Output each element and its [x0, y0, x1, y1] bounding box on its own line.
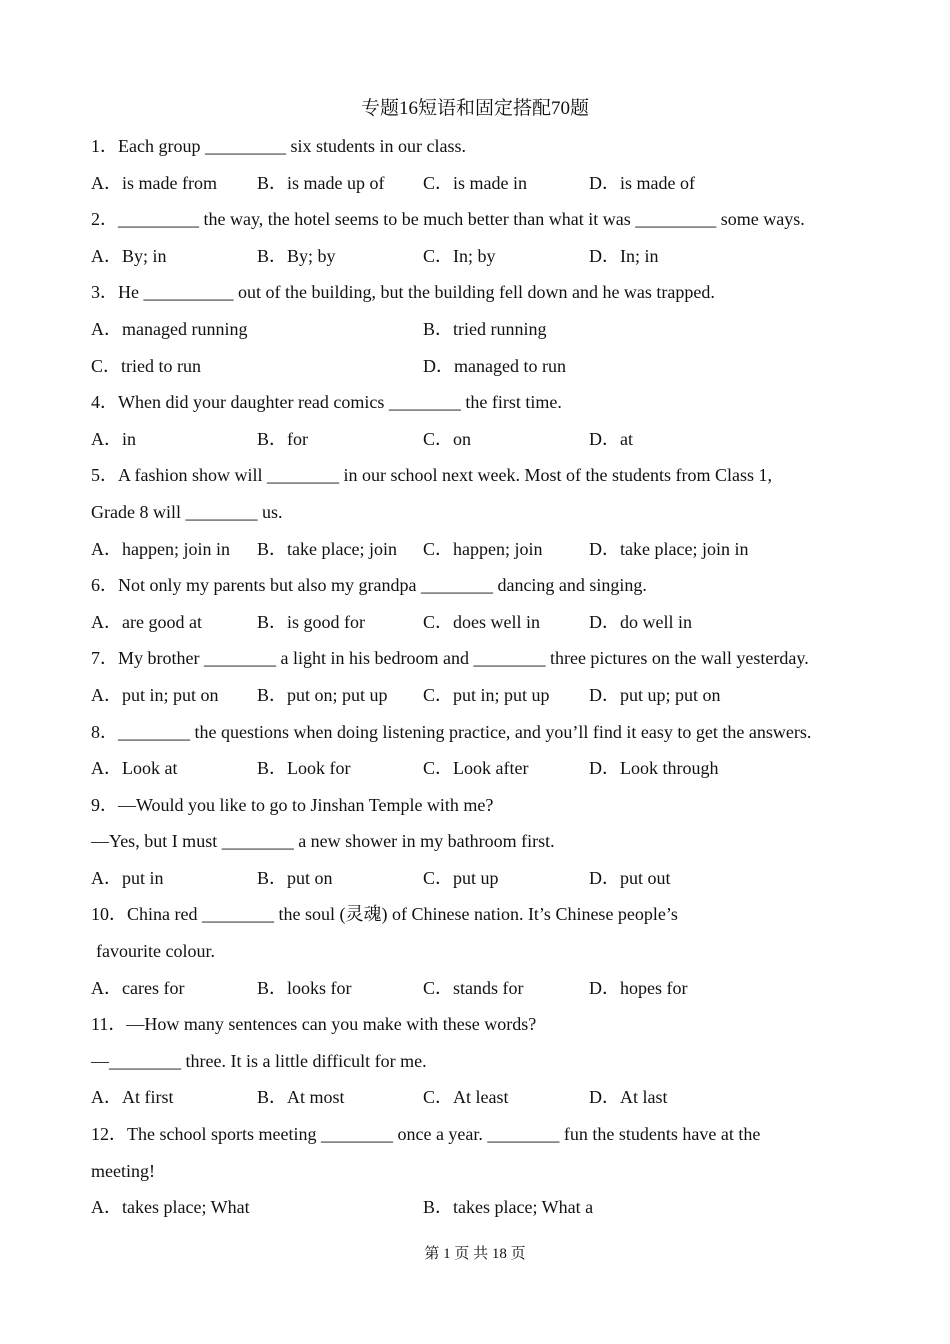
option-a: A．is made from — [91, 172, 217, 193]
question-list — [91, 128, 881, 1226]
option-b: B．By; by — [257, 245, 336, 266]
question-3-stem: 3．He __________ out of the building, but the building fell down and he was trapped. — [91, 282, 715, 303]
option-d: D．is made of — [589, 172, 695, 193]
option-d: D．take place; join in — [589, 538, 749, 559]
option-b: B．Look for — [257, 758, 351, 779]
question-10-options — [91, 970, 881, 1007]
option-b: B．take place; join — [257, 538, 397, 559]
option-d: D．At last — [589, 1087, 668, 1108]
option-b: B．looks for — [257, 977, 352, 998]
question-12-options-row-1 — [91, 1189, 881, 1226]
question-3-options-row-1 — [91, 311, 881, 348]
question-11-options — [91, 1079, 881, 1116]
option-c: C．stands for — [423, 977, 524, 998]
option-c: C．on — [423, 428, 472, 449]
option-b: B．is good for — [257, 611, 365, 632]
option-a: A．takes place; What — [91, 1197, 250, 1218]
option-b: B．takes place; What a — [423, 1197, 594, 1218]
question-8-options — [91, 750, 881, 787]
option-b: B．tried running — [423, 318, 547, 339]
option-d: D．managed to run — [423, 355, 566, 376]
question-4-stem: 4．When did your daughter read comics ________ the first time. — [91, 392, 562, 413]
option-a: A．put in — [91, 867, 164, 888]
option-c: C．does well in — [423, 611, 540, 632]
question-5-stem-continued: Grade 8 will ________ us. — [91, 501, 283, 522]
question-5-stem: 5．A fashion show will ________ in our school next week. Most of the students from Class 1, — [91, 465, 772, 486]
option-c: C．At least — [423, 1087, 509, 1108]
option-c: C．Look after — [423, 758, 529, 779]
question-9-stem-continued: —Yes, but I must ________ a new shower in my bathroom first. — [91, 831, 555, 852]
question-10-stem-continued: favourite colour. — [96, 941, 215, 962]
question-12-stem: 12．The school sports meeting ________ once a year. ________ fun the students have at the — [91, 1124, 761, 1145]
option-a: A．managed running — [91, 318, 248, 339]
question-4-options — [91, 421, 881, 458]
question-3-options-row-2 — [91, 348, 881, 385]
question-7-options — [91, 677, 881, 714]
question-2-options — [91, 238, 881, 275]
option-a: A．cares for — [91, 977, 185, 998]
option-a: A．are good at — [91, 611, 202, 632]
option-c: C．is made in — [423, 172, 527, 193]
question-6-options — [91, 604, 881, 641]
option-a: A．put in; put on — [91, 684, 219, 705]
option-d: D．put up; put on — [589, 684, 721, 705]
question-7-stem: 7．My brother ________ a light in his bedroom and ________ three pictures on the wall yesterday. — [91, 648, 809, 669]
option-a: A．At first — [91, 1087, 174, 1108]
page-title: 专题16短语和固定搭配70题 — [360, 98, 589, 119]
question-10-stem: 10．China red ________ the soul (灵魂) of Chinese nation. It’s Chinese people’s — [91, 904, 678, 925]
option-d: D．Look through — [589, 758, 719, 779]
option-d: D．In; in — [589, 245, 659, 266]
question-1-stem: 1．Each group _________ six students in our class. — [91, 136, 466, 156]
question-11-stem: 11．—How many sentences can you make with these words? — [91, 1014, 537, 1035]
question-1-options — [91, 165, 881, 202]
option-a: A．By; in — [91, 245, 167, 266]
option-a: A．happen; join in — [91, 538, 230, 559]
question-2-stem: 2．_________ the way, the hotel seems to be much better than what it was _________ some ways. — [91, 209, 805, 230]
question-12-stem-continued: meeting! — [91, 1160, 155, 1181]
question-6-stem: 6．Not only my parents but also my grandpa ________ dancing and singing. — [91, 575, 647, 596]
option-c: C．In; by — [423, 245, 496, 266]
option-b: B．for — [257, 428, 308, 449]
option-d: D．put out — [589, 867, 671, 888]
option-c: C．put up — [423, 867, 499, 888]
option-d: D．hopes for — [589, 977, 688, 998]
question-8-stem: 8．________ the questions when doing listening practice, and you’ll find it easy to get the answers. — [91, 721, 812, 742]
option-b: B．put on; put up — [257, 684, 388, 705]
option-d: D．at — [589, 428, 633, 449]
page-footer: 第 1 页 共 18 页 — [424, 1246, 526, 1262]
option-c: C．tried to run — [91, 355, 201, 376]
option-b: B．is made up of — [257, 172, 385, 193]
question-11-stem-continued: —________ three. It is a little difficult for me. — [91, 1050, 427, 1071]
option-c: C．put in; put up — [423, 684, 550, 705]
question-5-options — [91, 531, 881, 568]
option-c: C．happen; join — [423, 538, 543, 559]
question-9-stem: 9．—Would you like to go to Jinshan Temple with me? — [91, 794, 494, 815]
option-b: B．At most — [257, 1087, 345, 1108]
option-a: A．in — [91, 428, 136, 449]
option-b: B．put on — [257, 867, 333, 888]
option-a: A．Look at — [91, 758, 178, 779]
question-9-options — [91, 860, 881, 897]
option-d: D．do well in — [589, 611, 692, 632]
